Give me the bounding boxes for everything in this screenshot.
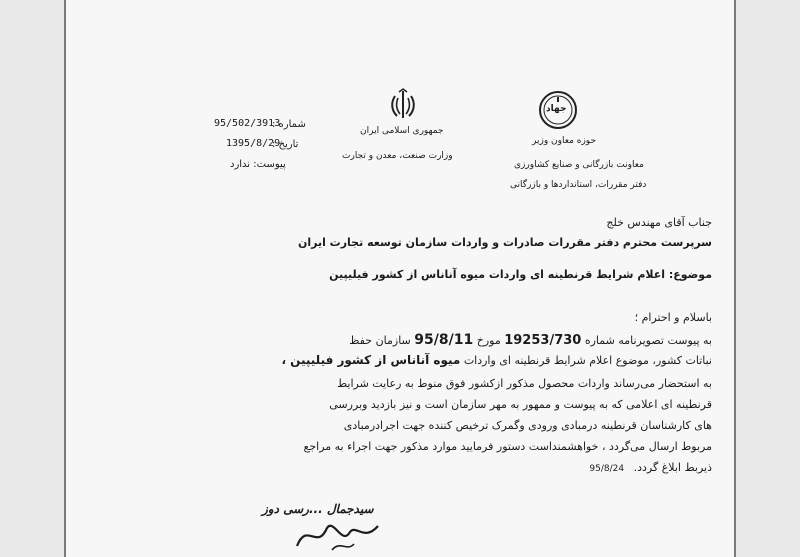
letter-document (66, 0, 734, 557)
body-line7-text: ذیربط ابلاغ گردد. (633, 461, 712, 474)
recipient-line1: جناب آقای مهندس خلج (606, 216, 712, 229)
right-border (734, 0, 800, 557)
body-line1-post: سازمان حفظ (349, 334, 411, 347)
body-line-2 (281, 353, 712, 367)
body-line-6: مربوط ارسال می‌گردد ، خواهشمنداست دستور فرمایید موارد مذکور جهت اجراء به مراجع (303, 440, 712, 453)
number-value: 95/502/3913 (214, 118, 281, 129)
body-line-3: به استحضار می‌رساند واردات محصول مذکور ازکشور فوق منوط به رعایت شرایط (336, 377, 712, 390)
signature-name: سیدجمال ...رسی دوز (262, 502, 374, 516)
body-line7-date: 95/8/24 (589, 464, 625, 474)
letterhead-center-line1: جمهوری اسلامی ایران (360, 126, 444, 136)
letterhead-right-line2: معاونت بازرگانی و صنایع کشاورزی (514, 160, 644, 170)
greeting: باسلام و احترام ؛ (634, 311, 712, 324)
letterhead-center-line2: وزارت صنعت، معدن و تجارت (342, 151, 453, 161)
letterhead-right-line1: حوزه معاون وزیر (532, 136, 597, 146)
attachment-line: پیوست: ندارد (230, 159, 286, 170)
date-label: تاریخ : (272, 139, 299, 150)
body-line1-date: 95/8/11 (414, 332, 474, 348)
signature-block (262, 498, 402, 554)
subject-line: موضوع: اعلام شرایط قرنطینه ای واردات میوه آناناس از کشور فیلیپین (329, 268, 712, 281)
body-line1-mid: مورخ (476, 334, 501, 347)
recipient-line2: سرپرست محترم دفتر مقررات صادرات و واردات سازمان توسعه تجارت ایران (297, 236, 712, 249)
handwritten-signature-icon (292, 516, 382, 554)
body-line-1 (349, 332, 712, 348)
body-line2-bold: میوه آناناس از کشور فیلیپین ، (281, 353, 461, 367)
body-line-5: های کارشناسان قرنطینه درمبادی ورودی وگمرک ترخیص کننده جهت اجرادرمبادی (343, 419, 712, 432)
number-label: شماره : (272, 119, 306, 130)
body-line-4: قرنطینه ای اعلامی که به پیوست و ممهور به مهر سازمان است و نیز بازدید وبررسی (329, 398, 712, 411)
letterhead-right-line3: دفتر مقررات، استانداردها و بازرگانی (510, 180, 647, 190)
date-value: 1395/8/29 (226, 138, 281, 149)
body-line1-pre: به پیوست تصویرنامه شماره (584, 334, 712, 347)
body-line1-number: 19253/730 (504, 333, 582, 348)
right-logo-text: جهاد (546, 104, 567, 114)
body-line-7 (589, 461, 712, 474)
left-border (0, 0, 66, 557)
body-line2-pre: نباتات کشور، موضوع اعلام شرایط قرنطینه ای واردات (463, 354, 712, 367)
iran-emblem-icon (386, 88, 420, 122)
